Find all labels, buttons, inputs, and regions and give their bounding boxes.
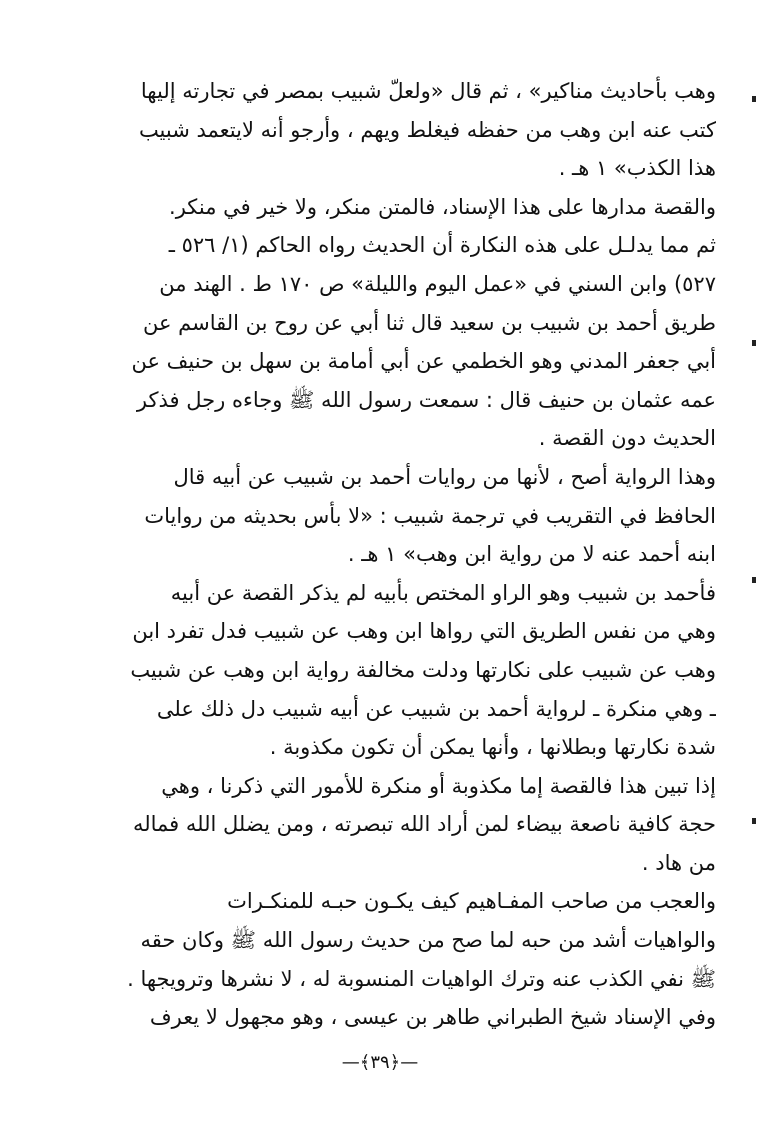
scan-speck <box>752 340 756 346</box>
text-line: ـ وهي منكرة ـ لرواية أحمد بن شبيب عن أبيه شبيب دل ذلك على <box>156 696 716 721</box>
text-line: ثم مما يدلـل على هذه النكارة أن الحديث رواه الحاكم (١/ ٥٢٦ ـ <box>168 233 716 258</box>
scan-speck <box>752 818 756 824</box>
text-line: إذا تبين هذا فالقصة إما مكذوبة أو منكرة للأمور التي ذكرنا ، وهي <box>161 773 716 798</box>
text-line: من هاد . <box>641 850 716 875</box>
text-line: طريق أحمد بن شبيب بن سعيد قال ثنا أبي عن روح بن القاسم عن <box>142 310 716 335</box>
text-line: والقصة مدارها على هذا الإسناد، فالمتن منكر، ولا خير في منكر. <box>169 194 716 219</box>
text-line: شدة نكارتها وبطلانها ، وأنها يمكن أن تكون مكذوبة . <box>269 735 716 760</box>
scan-speck <box>752 96 756 102</box>
text-line: ٥٢٧) وابن السني في «عمل اليوم والليلة» ص ١٧٠ ط . الهند من <box>159 271 716 296</box>
text-line: هذا الكذب» ١ هـ . <box>558 156 716 181</box>
text-line: كتب عنه ابن وهب من حفظه فيغلط ويهم ، وأرجو أنه لايتعمد شبيب <box>138 117 716 142</box>
text-line: وفي الإسناد شيخ الطبراني طاهر بن عيسى ، وهو مجهول لا يعرف <box>149 1005 716 1030</box>
text-line: وهذا الرواية أصح ، لأنها من روايات أحمد بن شبيب عن أبيه قال <box>173 464 716 489</box>
scan-speck <box>752 577 756 583</box>
text-line: حجة كافية ناصعة بيضاء لمن أراد الله تبصرته ، ومن يضلل الله فماله <box>132 812 716 837</box>
text-line: وهب بأحاديث مناكير» ، ثم قال «ولعلّ شبيب بمصر في تجارته إليها <box>140 79 716 103</box>
text-line: أبي جعفر المدني وهو الخطمي عن أبي أمامة بن سهل بن حنيف عن <box>131 349 716 374</box>
text-line: وهب عن شبيب على نكارتها ودلت مخالفة رواية ابن وهب عن شبيب <box>130 657 716 682</box>
text-line: الحافظ في التقريب في ترجمة شبيب : «لا بأس بحديثه من روايات <box>144 503 716 528</box>
text-line: ابنه أحمد عنه لا من رواية ابن وهب» ١ هـ . <box>347 542 716 567</box>
text-line: عمه عثمان بن حنيف قال : سمعت رسول الله ﷺ وجاءه رجل فذكر <box>136 387 716 412</box>
body-text <box>120 72 716 1037</box>
text-line: والواهيات أشد من حبه لما صح من حديث رسول الله ﷺ وكان حقه <box>140 928 716 953</box>
text-line: الحديث دون القصة . <box>538 426 716 451</box>
text-line: وهي من نفس الطريق التي رواها ابن وهب عن شبيب فدل تفرد ابن <box>132 619 716 644</box>
text-line: ﷺ نفي الكذب عنه وترك الواهيات المنسوبة له ، لا نشرها وترويجها . <box>127 966 716 991</box>
text-line: والعجب من صاحب المفـاهيم كيف يكـون حبـه للمنكـرات <box>227 889 716 914</box>
page-number: —﴿٣٩﴾— <box>341 1052 419 1073</box>
text-line: فأحمد بن شبيب وهو الراو المختص بأبيه لم يذكر القصة عن أبيه <box>170 580 716 605</box>
